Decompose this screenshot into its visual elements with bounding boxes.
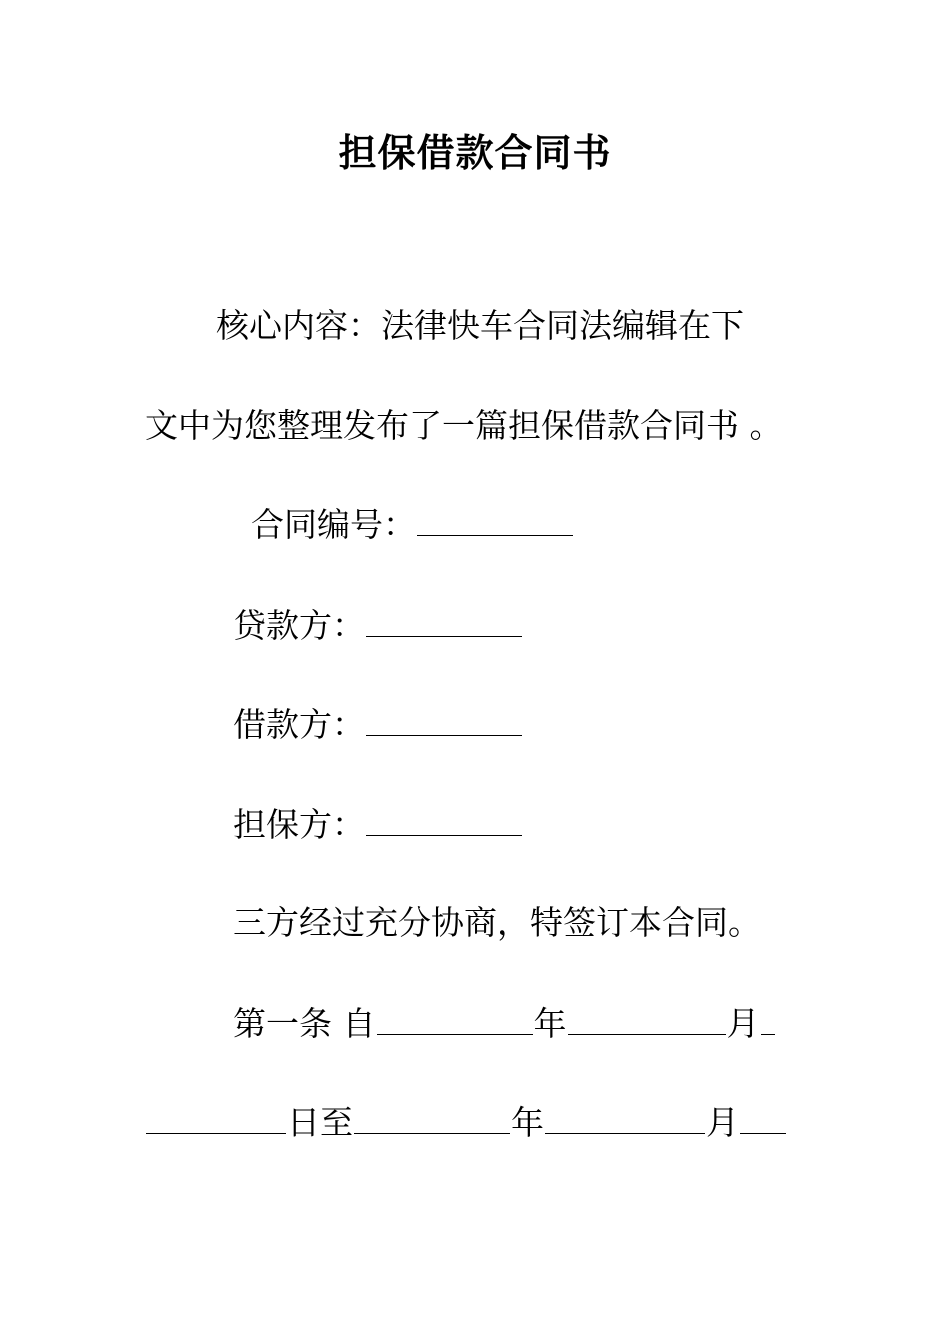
borrower-blank [366, 707, 522, 736]
agreement-line: 三方经过充分协商，特签订本合同。 [233, 903, 761, 942]
borrower-row [233, 703, 523, 747]
contract-number-label: 合同编号： [251, 505, 416, 544]
guarantor-blank [366, 807, 522, 836]
contract-number-blank [417, 507, 573, 536]
start-day-blank [146, 1105, 286, 1134]
document-title: 担保借款合同书 [338, 130, 612, 175]
end-month-blank [545, 1105, 705, 1134]
lender-label: 贷款方： [233, 606, 365, 645]
lender-row [233, 604, 523, 648]
article-1-prefix: 第一条 自 [233, 1004, 376, 1043]
article-1-line-2 [145, 1101, 787, 1145]
day-to-label: 日至 [287, 1103, 353, 1142]
guarantor-row [233, 803, 523, 847]
intro-line-2: 文中为您整理发布了一篇担保借款合同书 。 [145, 406, 783, 445]
end-month-label: 月 [706, 1103, 739, 1142]
start-day-blank-part [761, 1006, 775, 1035]
contract-number-row [251, 503, 574, 547]
guarantor-label: 担保方： [233, 805, 365, 844]
end-year-blank [354, 1105, 510, 1134]
article-1-line-1 [233, 1002, 776, 1046]
start-year-label: 年 [533, 1004, 567, 1043]
start-year-blank [377, 1006, 533, 1035]
start-month-label: 月 [726, 1004, 760, 1043]
end-year-label: 年 [511, 1103, 544, 1142]
intro-line-1: 核心内容：法律快车合同法编辑在下 [216, 306, 744, 345]
start-month-blank [568, 1006, 726, 1035]
lender-blank [366, 608, 522, 637]
end-day-blank [740, 1105, 786, 1134]
borrower-label: 借款方： [233, 705, 365, 744]
